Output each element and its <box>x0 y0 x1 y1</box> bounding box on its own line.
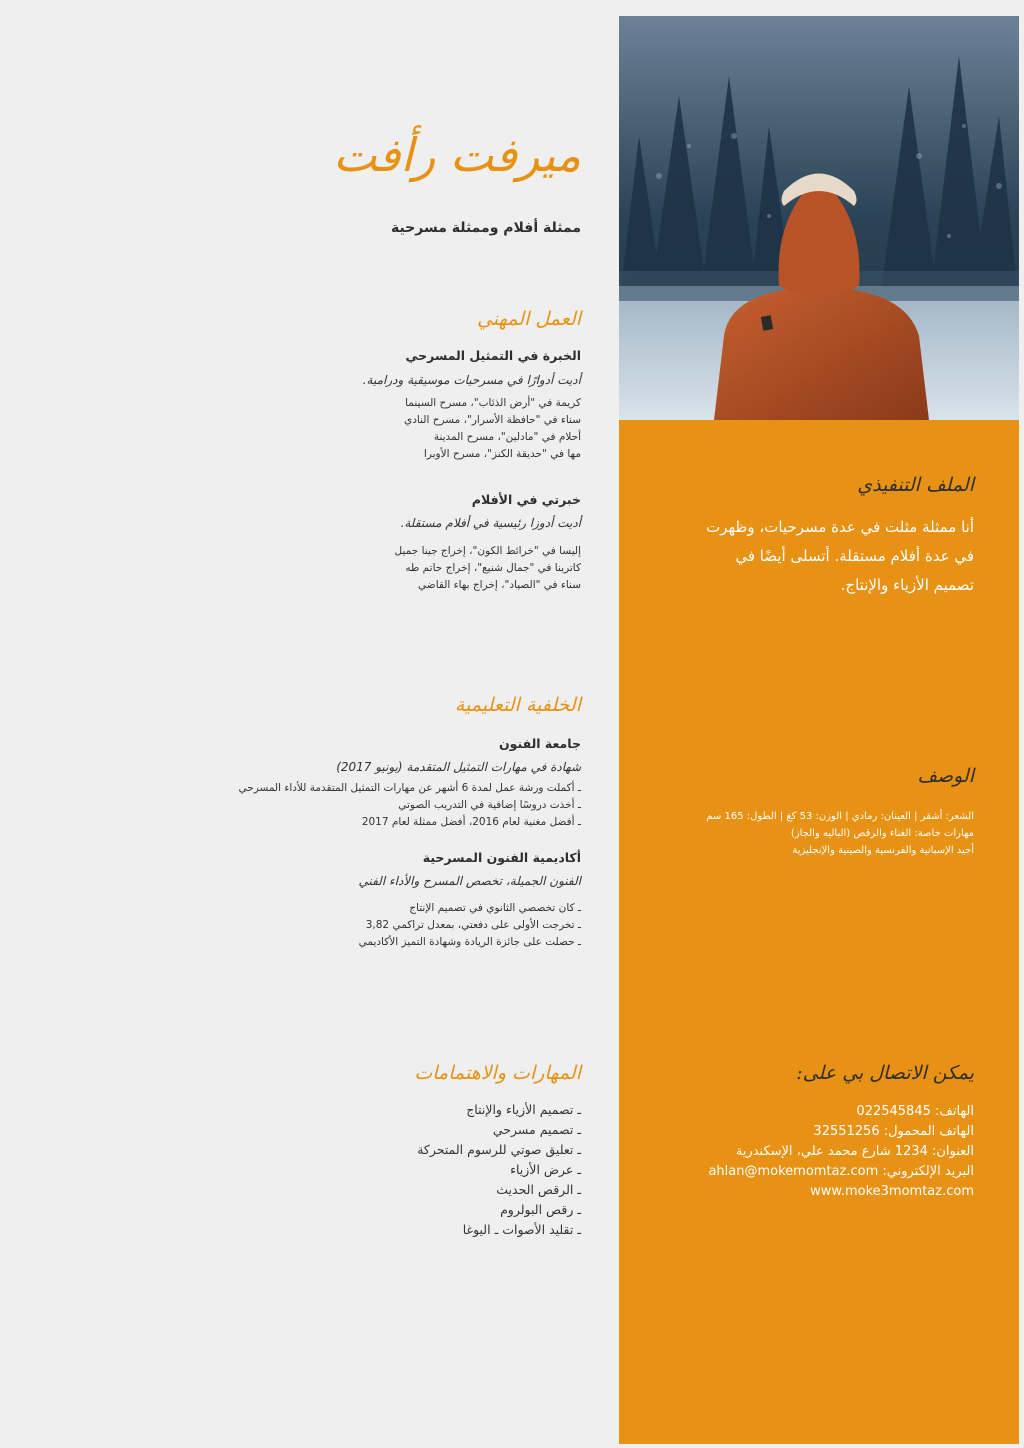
education-section-title: الخلفية التعليمية <box>454 694 581 716</box>
list-item: كريمة في "أرض الذئاب"، مسرح السينما <box>405 397 581 409</box>
profile-line: تصميم الأزياء والإنتاج. <box>840 576 974 594</box>
list-item: ـ حصلت على جائزة الريادة وشهادة التميز الأكاديمي <box>358 936 581 948</box>
description-line: أجيد الإسبانية والفرنسية والصينية والإنجليزية <box>792 845 974 856</box>
list-item: ـ كان تخصصي الثانوي في تصميم الإنتاج <box>409 902 581 914</box>
school-2-title: أكاديمية الفنون المسرحية <box>422 850 581 865</box>
list-item: ـ تصميم الأزياء والإنتاج <box>466 1102 581 1117</box>
film-roles-list <box>395 543 581 594</box>
list-item: ـ أخذت دروسًا إضافية في التدريب الصوتي <box>398 799 581 811</box>
list-item: أحلام في "مادلين"، مسرح المدينة <box>433 431 581 443</box>
profile-line: أنا ممثلة مثلت في عدة مسرحيات، وظهرت <box>706 518 974 536</box>
school-1-details <box>238 780 581 831</box>
description-details <box>706 808 974 859</box>
person-name: ميرفت رأفت <box>333 128 581 182</box>
contact-mobile: الهاتف المحمول: 32551256 <box>813 1124 974 1139</box>
school-2-degree: الفنون الجميلة، تخصص المسرح والأداء الفني <box>358 874 581 888</box>
list-item: كاترينا في "جمال شنيع"، إخراج حاتم طه <box>405 562 581 574</box>
contact-section-title: يمكن الاتصال بي على: <box>796 1062 974 1084</box>
side-column <box>619 16 1019 1444</box>
theater-experience-subtitle: أديت أدوارًا في مسرحيات موسيقية ودرامية. <box>362 373 581 387</box>
work-section-title: العمل المهني <box>476 308 581 330</box>
list-item: ـ عرض الأزياء <box>510 1162 581 1177</box>
skills-list <box>417 1100 581 1240</box>
list-item: ـ أفضل مغنية لعام 2016، أفضل ممثلة لعام 2017 <box>361 816 581 828</box>
contact-email[interactable]: البريد الإلكتروني: ahlan@mokemomtaz.com <box>708 1164 974 1179</box>
list-item: ـ تصميم مسرحي <box>492 1122 581 1137</box>
theater-roles-list <box>404 395 581 463</box>
profile-summary <box>706 513 974 600</box>
list-item: مها في "حديقة الكنز"، مسرح الأوبرا <box>423 448 581 460</box>
contact-website[interactable]: www.moke3momtaz.com <box>810 1184 974 1199</box>
school-2-details <box>359 900 581 951</box>
description-line: الشعر: أشقر | العينان: رمادي | الوزن: 53 كغ | الطول: 165 سم <box>706 811 974 822</box>
person-title: ممثلة أفلام وممثلة مسرحية <box>390 220 581 236</box>
film-experience-title: خبرتي في الأفلام <box>471 492 581 507</box>
list-item: ـ الرقص الحديث <box>496 1182 581 1197</box>
list-item: إليسا في "خرائط الكون"، إخراج جينا جميل <box>394 545 581 557</box>
description-section-title: الوصف <box>917 765 974 787</box>
list-item: ـ تخرجت الأولى على دفعتي، بمعدل تراكمي 3,82 <box>365 919 581 931</box>
film-experience-subtitle: أديت أدوزا رئيسية في أفلام مستقلة. <box>400 516 581 530</box>
list-item: سناء في "حافظة الأسرار"، مسرح النادي <box>404 414 581 426</box>
school-1-title: جامعة الفنون <box>498 736 581 751</box>
list-item: ـ أكملت ورشة عمل لمدة 6 أشهر عن مهارات التمثيل المتقدمة للأداء المسرحي <box>238 782 581 794</box>
contact-address: العنوان: 1234 شارع محمد علي، الإسكندرية <box>735 1144 974 1159</box>
list-item: ـ تعليق صوتي للرسوم المتحركة <box>417 1142 581 1157</box>
profile-photo <box>619 16 1019 420</box>
theater-experience-title: الخبرة في التمثيل المسرحي <box>405 348 581 363</box>
list-item: ـ تقليد الأصوات ـ اليوغا <box>462 1222 581 1237</box>
contact-phone: الهاتف: 022545845 <box>856 1104 974 1119</box>
contact-details <box>708 1102 974 1202</box>
description-line: مهارات خاصة: الغناء والرقص (الباليه والجاز) <box>790 828 974 839</box>
skills-section-title: المهارات والاهتمامات <box>414 1062 581 1084</box>
school-1-degree: شهادة في مهارات التمثيل المتقدمة (يونيو 2017) <box>336 760 581 774</box>
list-item: ـ رقص البولروم <box>500 1202 581 1217</box>
list-item: سناء في "الصياد"، إخراج بهاء القاضي <box>418 579 581 591</box>
profile-line: في عدة أفلام مستقلة. أتسلى أيضًا في <box>735 547 974 565</box>
profile-section-title: الملف التنفيذي <box>857 474 974 496</box>
